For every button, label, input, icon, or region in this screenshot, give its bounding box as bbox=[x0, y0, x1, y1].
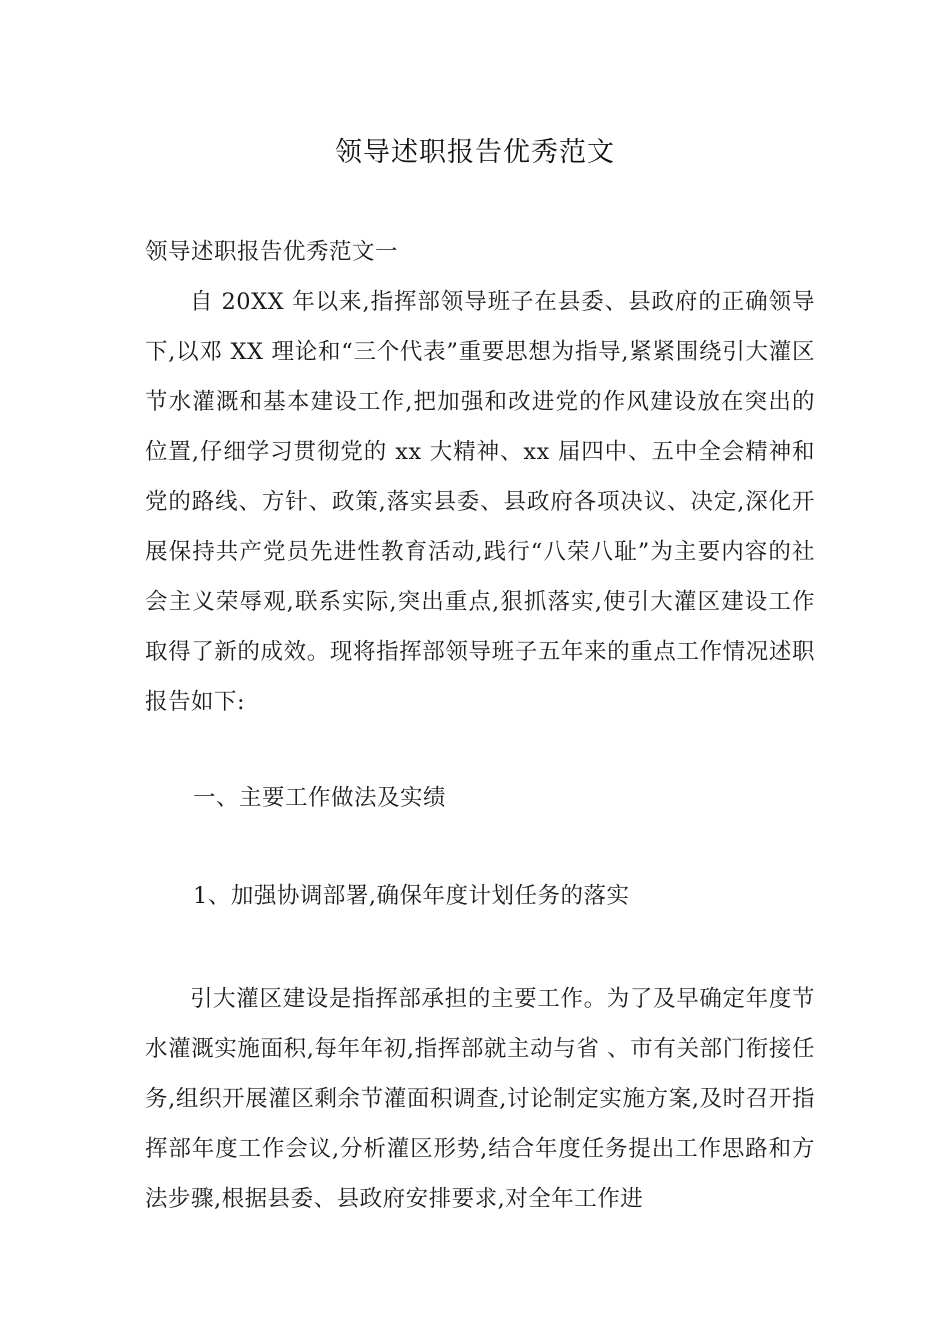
paragraph-body bbox=[145, 974, 815, 1224]
paragraph-body-text: 引大灌区建设是指挥部承担的主要工作。为了及早确定年度节水灌溉实施面积,每年年初,指挥部就主动与省 、市有关部门衔接任务,组织开展灌区剩余节灌面积调查,讨论制定实施方案,及时召开指挥部年度工作会议,分析灌区形势,结合年度任务提出工作思路和方法步骤,根据县委、县政府安排要求,对全年工作进 bbox=[145, 986, 815, 1212]
document-subtitle: 领导述职报告优秀范文一 bbox=[145, 239, 399, 265]
document-title: 领导述职报告优秀范文 bbox=[335, 137, 615, 168]
paragraph-intro bbox=[145, 277, 815, 727]
subsection-heading: 1、加强协调部署,确保年度计划任务的落实 bbox=[193, 883, 630, 909]
section-heading: 一、主要工作做法及实绩 bbox=[193, 785, 447, 811]
paragraph-intro-text: 自 20XX 年以来,指挥部领导班子在县委、县政府的正确领导下,以邓 XX 理论和“三个代表”重要思想为指导,紧紧围绕引大灌区节水灌溉和基本建设工作,把加强和改进党的作风建设放在突出的位置,仔细学习贯彻党的 xx 大精神、xx 届四中、五中全会精神和党的路线、方针、政策,落实县委、县政府各项决议、决定,深化开展保持共产党员先进性教育活动,践行“八荣八耻”为主要内容的社会主义荣辱观,联系实际,突出重点,狠抓落实,使引大灌区建设工作取得了新的成效。现将指挥部领导班子五年来的重点工作情况述职报告如下: bbox=[145, 289, 815, 715]
